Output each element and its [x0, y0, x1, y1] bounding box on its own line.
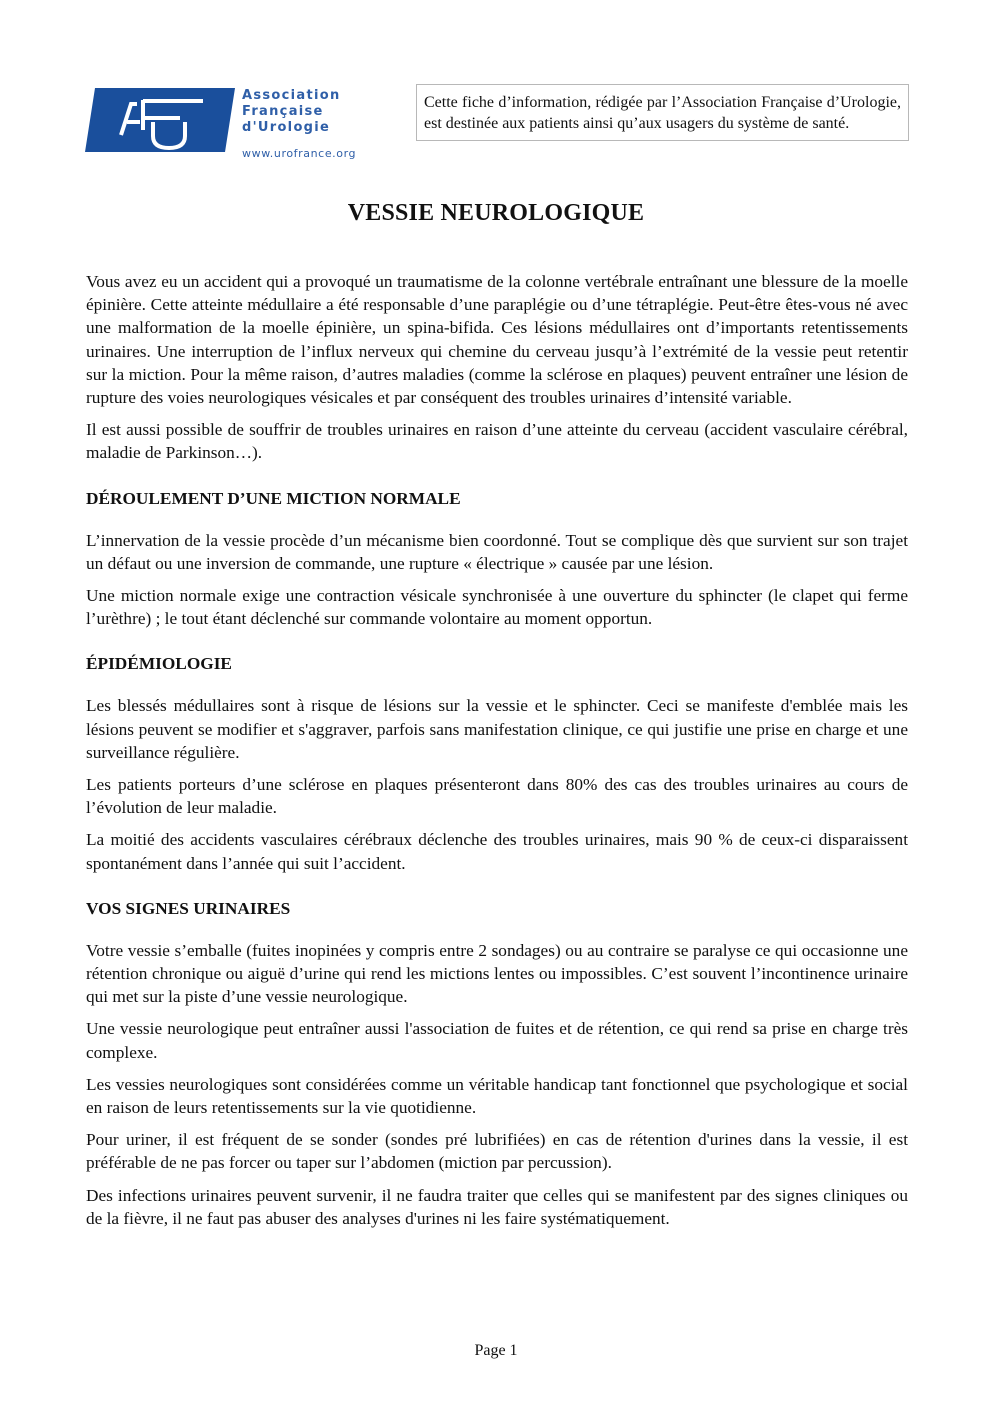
- section-paragraph: Les patients porteurs d’une sclérose en plaques présenteront dans 80% des cas des troubles urinaires au cours de l’évolution de leur maladie.: [86, 775, 908, 818]
- section-paragraph: La moitié des accidents vasculaires cérébraux déclenche des troubles urinaires, mais 90 % de ceux-ci disparaissent spontanément dans l’année qui suit l’accident.: [86, 830, 908, 873]
- section-heading: ÉPIDÉMIOLOGIE: [86, 654, 232, 674]
- logo-wordmark: [242, 88, 341, 136]
- section-paragraph: Les blessés médullaires sont à risque de lésions sur la vessie et le sphincter. Ceci se manifeste d'emblée mais les lésions peuvent se modifier et s'aggraver, parfois sans manifestation clinique, ce qui justifie une prise en charge et une surveillance régulière.: [86, 696, 908, 762]
- document-body: [86, 270, 908, 1239]
- section-paragraph: Une vessie neurologique peut entraîner aussi l'association de fuites et de rétention, ce qui rend sa prise en charge très complexe.: [86, 1019, 908, 1062]
- section-heading: VOS SIGNES URINAIRES: [86, 898, 291, 918]
- section-paragraph: L’innervation de la vessie procède d’un mécanisme bien coordonné. Tout se complique dès que survient sur son trajet un défaut ou une inversion de commande, une rupture « électrique » causée par une lésion.: [86, 530, 908, 573]
- section-paragraph: Une miction normale exige une contraction vésicale synchronisée à une ouverture du sphincter (le clapet qui ferme l’urèthre) ; le tout étant déclenché sur commande volontaire au moment opportun.: [86, 586, 908, 629]
- page-number: Page 1: [474, 1342, 518, 1359]
- section-paragraph: Votre vessie s’emballe (fuites inopinées y compris entre 2 sondages) ou au contraire se paralyse ce qui occasionne une rétention chronique ou aiguë d’urine qui rend les mictions lentes ou impossibles. C’est souvent l’incontinence urinaire qui met sur la piste d’une vessie neurologique.: [86, 940, 908, 1007]
- logo-line-1: Association: [242, 88, 341, 103]
- logo-line-2: Française: [242, 104, 324, 119]
- info-box: Cette fiche d’information, rédigée par l’Association Française d’Urologie, est destinée aux patients ainsi qu’aux usagers du système de santé.: [416, 84, 909, 141]
- section-paragraph: Des infections urinaires peuvent survenir, il ne faudra traiter que celles qui se manifestent par des signes cliniques ou de la fièvre, il ne faut pas abuser des analyses d'urines ni les faire systématiquement.: [86, 1185, 908, 1228]
- section-paragraph: Les vessies neurologiques sont considérées comme un véritable handicap tant fonctionnel que psychologique et social en raison de leurs retentissements sur la vie quotidienne.: [86, 1074, 908, 1118]
- document-header: [85, 84, 909, 164]
- section-paragraph: Pour uriner, il est fréquent de se sonder (sondes pré lubrifiées) en cas de rétention d'urines dans la vessie, il est préférable de ne pas forcer ou taper sur l’abdomen (miction par percussion).: [86, 1130, 908, 1173]
- afu-logo-mark: [85, 88, 235, 152]
- intro-paragraph: Il est aussi possible de souffrir de troubles urinaires en raison d’une atteinte du cerveau (accident vasculaire cérébral, maladie de Parkinson…).: [86, 420, 908, 463]
- intro-paragraph: Vous avez eu un accident qui a provoqué un traumatisme de la colonne vertébrale entraînant une blessure de la moelle épinière. Cette atteinte médullaire a été responsable d’une paraplégie ou d’une tétraplégie. Peut-être êtes-vous né avec une malformation de la moelle épinière, un spina-bifida. Ces lésions médullaires ont d’importants retentissements urinaires. Une interruption de l’influx nerveux qui chemine du cerveau jusqu’à l’extrémité de la vessie peut retentir sur la miction. Pour la même raison, d’autres maladies (comme la sclérose en plaques) peuvent entraîner une lésion de rupture des voies neurologiques vésicales et par conséquent des troubles urinaires d’intensité variable.: [86, 272, 908, 408]
- logo-line-3: d'Urologie: [242, 120, 331, 135]
- logo-url[interactable]: www.urofrance.org: [242, 147, 357, 160]
- afu-logo: [85, 84, 385, 164]
- section-heading: DÉROULEMENT D’UNE MICTION NORMALE: [86, 488, 461, 508]
- document-title: VESSIE NEUROLOGIQUE: [347, 200, 645, 226]
